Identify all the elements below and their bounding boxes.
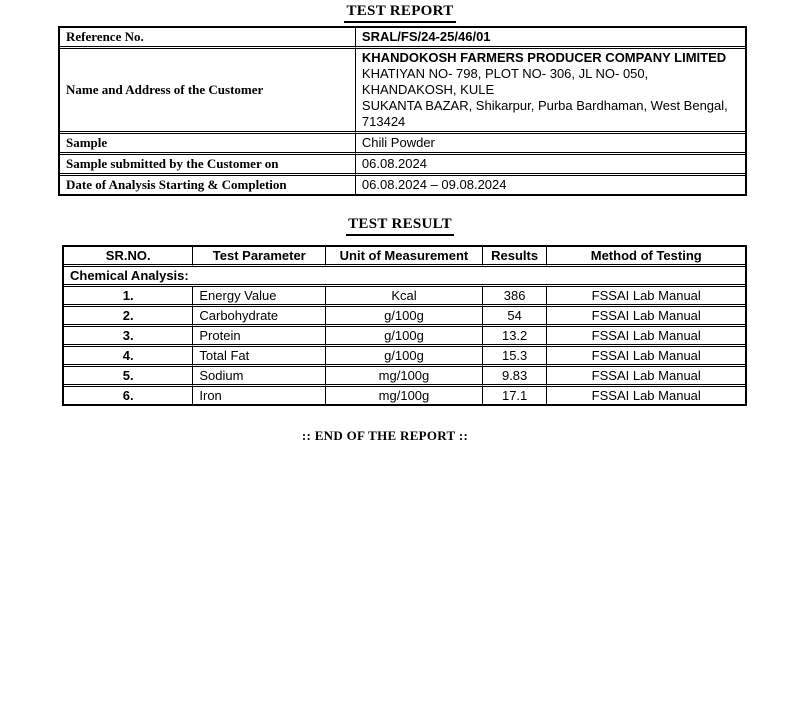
row2-sr: 2.	[64, 307, 193, 327]
row4-result: 15.3	[483, 347, 548, 367]
row5-parameter: Sodium	[193, 367, 326, 387]
section-label: Chemical Analysis:	[64, 267, 745, 287]
customer-address-line-2: SUKANTA BAZAR, Shikarpur, Purba Bardhaman, West Bengal,	[361, 98, 728, 113]
row4-sr: 4.	[64, 347, 193, 367]
report-title	[0, 0, 800, 23]
row4-unit: g/100g	[326, 347, 483, 367]
result-row-5	[64, 367, 745, 387]
row2-result: 54	[483, 307, 548, 327]
row5-result: 9.83	[483, 367, 548, 387]
analysis-dates-label: Date of Analysis Starting & Completion	[60, 176, 356, 194]
result-row-2	[64, 307, 745, 327]
info-row-customer	[60, 49, 745, 134]
row6-unit: mg/100g	[326, 387, 483, 404]
row6-result: 17.1	[483, 387, 548, 404]
row4-parameter: Total Fat	[193, 347, 326, 367]
row6-parameter: Iron	[193, 387, 326, 404]
customer-address-line-1: KHATIYAN NO- 798, PLOT NO- 306, JL NO- 050, KHANDAKOSH, KULE	[361, 66, 649, 97]
info-table	[58, 26, 747, 196]
header-unit: Unit of Measurement	[326, 247, 483, 267]
result-heading	[0, 216, 800, 236]
end-of-report-text: :: END OF THE REPORT ::	[301, 428, 469, 443]
row5-sr: 5.	[64, 367, 193, 387]
result-row-4	[64, 347, 745, 367]
info-row-sample	[60, 134, 745, 155]
row3-unit: g/100g	[326, 327, 483, 347]
result-row-1	[64, 287, 745, 307]
row3-method: FSSAI Lab Manual	[547, 327, 745, 347]
row1-method: FSSAI Lab Manual	[547, 287, 745, 307]
analysis-dates-value: 06.08.2024 – 09.08.2024	[361, 177, 507, 192]
row1-sr: 1.	[64, 287, 193, 307]
header-results: Results	[483, 247, 548, 267]
customer-address-line-3: 713424	[361, 114, 406, 129]
row4-method: FSSAI Lab Manual	[547, 347, 745, 367]
sample-label: Sample	[60, 134, 356, 155]
row3-parameter: Protein	[193, 327, 326, 347]
row6-sr: 6.	[64, 387, 193, 404]
customer-value	[356, 49, 745, 134]
row2-unit: g/100g	[326, 307, 483, 327]
info-row-reference	[60, 28, 745, 49]
result-header-row	[64, 247, 745, 267]
reference-value: SRAL/FS/24-25/46/01	[356, 28, 745, 49]
submitted-value: 06.08.2024	[356, 155, 745, 176]
info-row-analysis-dates	[60, 176, 745, 194]
row2-method: FSSAI Lab Manual	[547, 307, 745, 327]
header-test-parameter: Test Parameter	[193, 247, 326, 267]
customer-label: Name and Address of the Customer	[60, 49, 356, 134]
row6-method: FSSAI Lab Manual	[591, 388, 701, 403]
result-heading-text: TEST RESULT	[346, 216, 454, 236]
report-title-text: TEST REPORT	[344, 3, 455, 23]
sample-value: Chili Powder	[356, 134, 745, 155]
row1-unit: Kcal	[326, 287, 483, 307]
result-row-3	[64, 327, 745, 347]
row3-result: 13.2	[483, 327, 548, 347]
result-row-6	[64, 387, 745, 404]
section-row	[64, 267, 745, 287]
info-row-submitted	[60, 155, 745, 176]
row5-unit: mg/100g	[326, 367, 483, 387]
row1-result: 386	[483, 287, 548, 307]
row1-parameter: Energy Value	[193, 287, 326, 307]
result-table	[62, 245, 747, 406]
row3-sr: 3.	[64, 327, 193, 347]
customer-company: KHANDOKOSH FARMERS PRODUCER COMPANY LIMITED	[361, 50, 727, 65]
header-sr-no: SR.NO.	[64, 247, 193, 267]
row2-parameter: Carbohydrate	[193, 307, 326, 327]
reference-label: Reference No.	[60, 28, 356, 49]
header-method: Method of Testing	[547, 247, 745, 267]
row5-method: FSSAI Lab Manual	[547, 367, 745, 387]
submitted-label: Sample submitted by the Customer on	[60, 155, 356, 176]
